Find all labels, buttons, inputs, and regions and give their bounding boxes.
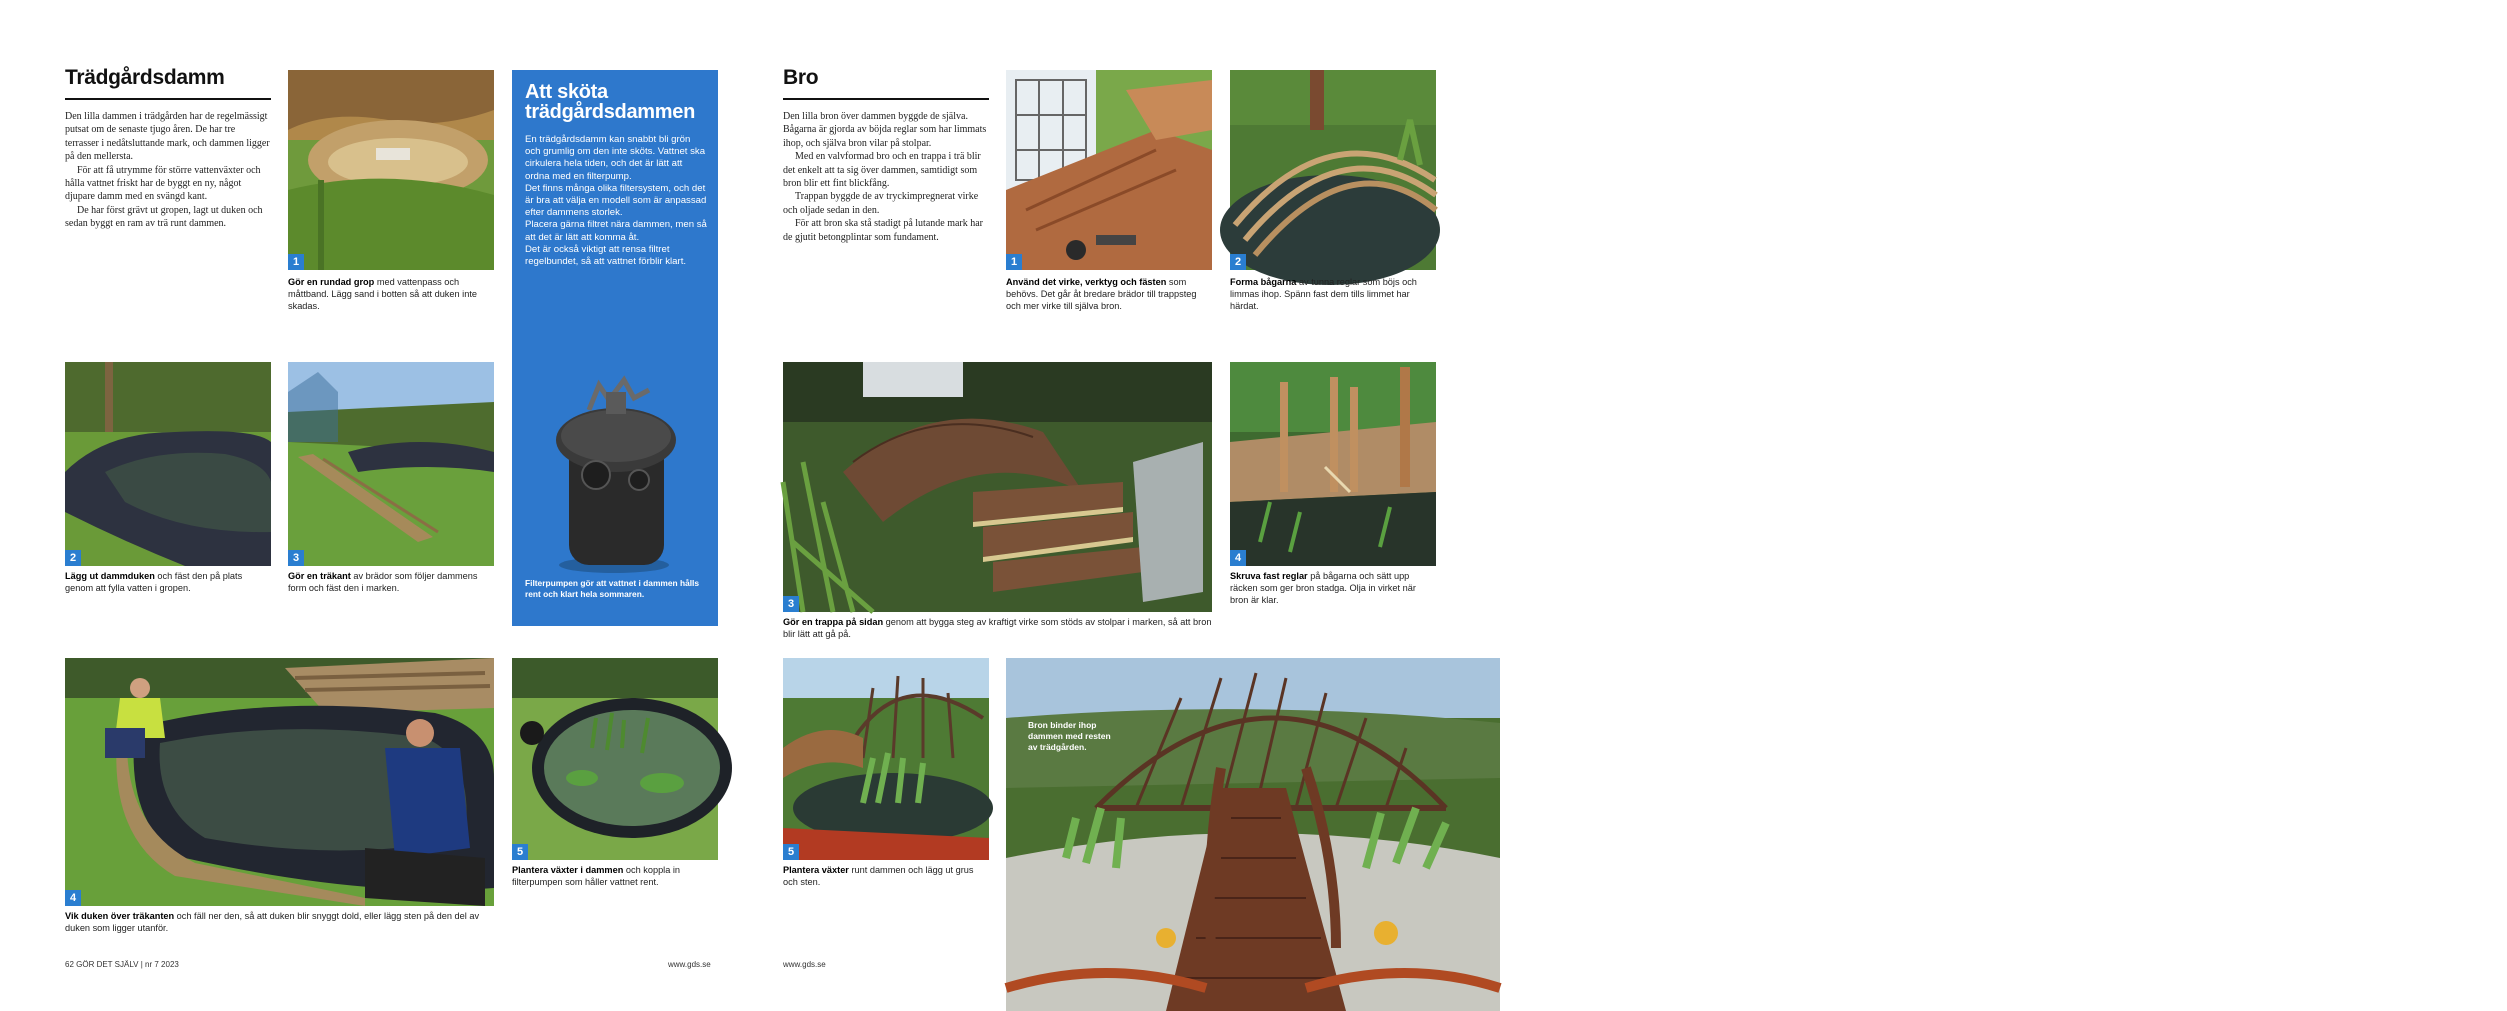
photo-label-regel: Regel [2484, 832, 2507, 842]
caption-text: och fäst den på plats genom att fylla vatten i gropen. [65, 571, 243, 593]
sidebar-pond-care [512, 70, 718, 626]
caption-text: runt dammen och lägg ut grus och sten. [783, 865, 974, 887]
step-number-badge: 2 [65, 550, 81, 566]
photo-bridge-step-3-stairs [783, 362, 1212, 612]
step-number-badge: 5 [783, 844, 799, 860]
left-intro-text [65, 110, 271, 231]
right-intro-paragraph: Med en valvformad bro och en trappa i trä blir det enkelt att ta sig över dammen, samtidigt som bron blir ett fint blickfång. [783, 151, 981, 190]
caption-bridge-step-1 [1006, 276, 1212, 312]
caption-bridge-step-2 [1230, 276, 1436, 312]
caption-text: av brädor som följer dammens form och fäst den i marken. [288, 571, 478, 593]
right-intro-paragraph: För att bron ska stå stadigt på lutande mark har de gjutit betongplintar som fundament. [783, 218, 984, 243]
sidebar-title: Att sköta trädgårdsdammen [525, 81, 695, 123]
photo-bridge-step-1-tools [1006, 70, 1212, 270]
caption-step-5 [512, 864, 718, 888]
caption-step-2 [65, 570, 271, 594]
caption-text: som behövs. Det går åt bredare brädor till trappsteg och mer virke till själva bron. [1006, 277, 1197, 311]
photo-step-2-liner-laid [65, 362, 271, 566]
step-number-badge: 1 [1006, 254, 1022, 270]
step-number-badge: 4 [1230, 550, 1246, 566]
photo-step-3-wooden-edge [288, 362, 494, 566]
right-page-title: Bro [783, 66, 819, 89]
caption-bold: Gör en rundad grop [288, 277, 375, 287]
sidebar-caption: Filterpumpen gör att vattnet i dammen hålls rent och klart hela sommaren. [525, 578, 700, 599]
step-number-badge: 4 [65, 890, 81, 906]
caption-step-3 [288, 570, 494, 594]
left-page-title: Trädgårdsdamm [65, 66, 225, 89]
caption-text: och fäll ner den, så att duken blir snyggt dold, eller lägg sten på den del av duken som ligger utanför. [65, 911, 480, 933]
caption-bold: Plantera växter [783, 865, 849, 875]
caption-bold: Gör en trappa på sidan [783, 617, 884, 627]
photo-step-5-planted-pond [512, 658, 718, 860]
step-number-badge: 3 [288, 550, 304, 566]
caption-step-4 [65, 910, 494, 934]
caption-bold: Gör en träkant [288, 571, 351, 581]
caption-bold: Skruva fast reglar [1230, 571, 1308, 581]
caption-text: genom att bygga steg av kraftigt virke som stöds av stolpar i marken, så att bron blir lätt att gå på. [783, 617, 1212, 639]
sidebar-paragraph: Placera gärna filtret nära dammen, men så att det är lätt att komma åt. [525, 219, 707, 243]
filter-pump-image [534, 370, 694, 575]
left-intro-paragraph: För att få utrymme för större vattenväxter och hålla vattnet friskt har de byggt en ny, något djupare damm med en svängd kant. [65, 164, 261, 203]
caption-step-1 [288, 276, 494, 312]
photo-step-4-folding-liner [65, 658, 494, 906]
right-intro-paragraph: Den lilla bron över dammen byggde de själva. Bågarna är gjorda av böjda reglar som har limmats ihop, och själva bron vilar på stolpar. [783, 111, 987, 149]
photo-step-1-excavated-pit [288, 70, 494, 270]
title-rule [783, 98, 989, 100]
photo-bridge-step-5-planting [783, 658, 989, 860]
sidebar-paragraph: Det finns många olika filtersystem, och det är bra att välja en modell som är anpassad efter dammens storlek. [525, 182, 707, 219]
title-rule [65, 98, 271, 100]
photo-bridge-step-2-arches [1230, 70, 1436, 270]
step-number-badge: 2 [1230, 254, 1246, 270]
caption-bold: Plantera växter i dammen [512, 865, 624, 875]
sidebar-paragraph: Det är också viktigt att rensa filtret regelbundet, så att vattnet förblir klart. [525, 243, 687, 268]
caption-text: med vattenpass och måttband. Lägg sand i botten så att duken inte skadas. [288, 277, 477, 311]
step-number-badge: 1 [288, 254, 304, 270]
big-photo-caption: Bron binder ihop dammen med resten av trädgården. [1028, 720, 1111, 752]
caption-bridge-step-4 [1230, 570, 1436, 606]
right-intro-text [783, 110, 989, 244]
left-intro-paragraph: Den lilla dammen i trädgården har de regelmässigt putsat om de senaste tjugo åren. De har tre terrasser i nedåtsluttande mark, och dammen ligger på den mellersta. [65, 111, 270, 163]
step-number-badge: 5 [512, 844, 528, 860]
page-folio-left: 62 GÖR DET SJÄLV | nr 7 2023 [65, 960, 179, 969]
right-intro-paragraph: Trappan byggde de av tryckimpregnerat virke och oljade sedan in den. [783, 191, 979, 216]
page-folio-web-right: www.gds.se [783, 960, 826, 969]
caption-bridge-step-3 [783, 616, 1212, 640]
caption-bridge-step-5 [783, 864, 989, 888]
caption-text: av tunna reglar som böjs och limmas ihop. Spänn fast dem tills limmet har härdat. [1230, 277, 1417, 311]
sidebar-text [525, 134, 707, 268]
sidebar-paragraph: En trädgårdsdamm kan snabbt bli grön och grumlig om den inte sköts. Vattnet ska cirkulera hela tiden, och det är lätt att ordna med en filterpump. [525, 134, 706, 182]
caption-text: och koppla in filterpumpen som håller vattnet rent. [512, 865, 681, 887]
step-number-badge: 3 [783, 596, 799, 612]
photo-finished-bridge [1006, 658, 1500, 1011]
caption-bold: Lägg ut dammduken [65, 571, 155, 581]
page-folio-web-left: www.gds.se [668, 960, 711, 969]
left-intro-paragraph: De har först grävt ut gropen, lagt ut duken och sedan byggt en ram av trä runt dammen. [65, 204, 263, 230]
caption-bold: Använd det virke, verktyg och fästen [1006, 277, 1167, 287]
caption-bold: Forma bågarna [1230, 277, 1297, 287]
caption-bold: Vik duken över träkanten [65, 911, 175, 921]
caption-text: på bågarna och sätt upp räcken som ger bron stadga. Olja in virket när bron är klar. [1230, 571, 1416, 605]
